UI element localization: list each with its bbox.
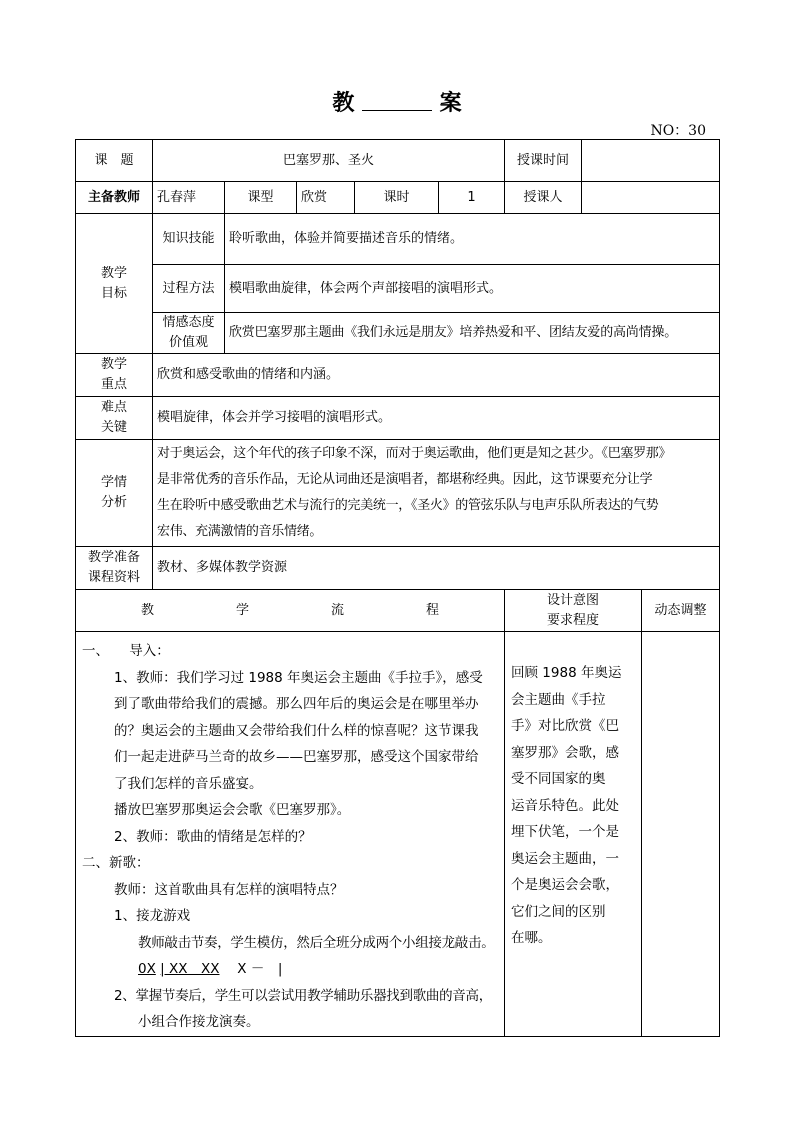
goals-label: 教学 目标 xyxy=(76,214,153,354)
difficulty-value: 模唱旋律，体会并学习接唱的演唱形式。 xyxy=(153,397,720,440)
goal-process-row xyxy=(76,265,720,313)
teacher-value: 孔春萍 xyxy=(153,182,225,214)
design-line: 手》对比欣赏《巴 xyxy=(511,718,620,734)
key-label: 教学 重点 xyxy=(76,354,153,397)
design-line: 回顾 1988 年奥运 xyxy=(511,665,622,681)
page-title xyxy=(0,86,794,117)
lesson-plan-table xyxy=(75,139,720,1037)
analysis-line: 是非常优秀的音乐作品，无论从词曲还是演唱者，都堪称经典。因此，这节课要充分让学 xyxy=(157,472,653,487)
emotion-label: 情感态度 价值观 xyxy=(153,313,225,354)
goal-knowledge-row xyxy=(76,214,720,265)
rhythm-part: X － | xyxy=(223,961,283,977)
rhythm-notation xyxy=(82,956,498,983)
flow-line: 2、教师：歌曲的情绪是怎样的？ xyxy=(114,828,312,845)
hours-label: 课时 xyxy=(355,182,439,214)
flow-line: 了我们怎样的音乐盛宴。 xyxy=(114,775,263,792)
title-char-right: 案 xyxy=(439,90,462,116)
time-value xyxy=(582,140,720,182)
dynamic-adjust-content xyxy=(642,632,720,1037)
title-underline xyxy=(362,109,432,111)
analysis-line: 生在聆听中感受歌曲艺术与流行的完美统一，《圣火》的管弦乐队与电声乐队所表达的气势 xyxy=(157,498,659,513)
difficulty-row xyxy=(76,397,720,440)
flow-content-row xyxy=(76,632,720,1037)
flow-line: 一、 导入： xyxy=(82,643,170,659)
course-label: 课 题 xyxy=(76,140,153,182)
design-line: 受不同国家的奥 xyxy=(511,771,606,787)
course-row xyxy=(76,140,720,182)
design-line: 运音乐特色。此处 xyxy=(511,797,620,814)
design-line: 它们之间的区别 xyxy=(511,903,606,920)
dynamic-adjust-header: 动态调整 xyxy=(642,590,720,632)
design-intent-content xyxy=(505,632,642,1037)
type-value: 欣赏 xyxy=(297,182,355,214)
time-label: 授课时间 xyxy=(505,140,582,182)
analysis-line: 对于奥运会，这个年代的孩子印象不深，而对于奥运歌曲，他们更是知之甚少。《巴塞罗那》 xyxy=(157,446,672,461)
flow-line: 的？奥运会的主题曲又会带给我们什么样的惊喜呢？这节课我 xyxy=(114,722,479,739)
design-line: 埋下伏笔，一个是 xyxy=(511,824,620,840)
flow-line: 教师敲击节奏，学生模仿，然后全班分成两个小组接龙敲击。 xyxy=(138,934,495,951)
process-label: 过程方法 xyxy=(153,265,225,313)
rhythm-part: | XX XX xyxy=(160,961,220,977)
teacher-row xyxy=(76,182,720,214)
flow-line: 2、掌握节奏后，学生可以尝试用教学辅助乐器找到歌曲的音高， xyxy=(114,987,492,1004)
analysis-value xyxy=(153,440,720,547)
flow-content xyxy=(76,632,505,1037)
course-value: 巴塞罗那、圣火 xyxy=(153,140,505,182)
design-intent-header: 设计意图 要求程度 xyxy=(505,590,642,632)
analysis-row xyxy=(76,440,720,547)
flow-line: 教师：这首歌曲具有怎样的演唱特点？ xyxy=(114,881,344,898)
design-line: 在哪。 xyxy=(511,930,552,946)
goal-emotion-row xyxy=(76,313,720,354)
prep-value: 教材、多媒体教学资源 xyxy=(153,547,720,590)
flow-line: 二、新歌： xyxy=(82,855,150,871)
knowledge-label: 知识技能 xyxy=(153,214,225,265)
prep-row xyxy=(76,547,720,590)
flow-header-title: 教 学 流 程 xyxy=(76,590,505,632)
flow-header-row xyxy=(76,590,720,632)
lecturer-label: 授课人 xyxy=(505,182,582,214)
flow-line: 小组合作接龙演奏。 xyxy=(138,1014,260,1030)
document-number: NO：30 xyxy=(650,123,706,139)
flow-line: 1、教师：我们学习过 1988 年奥运会主题曲《手拉手》，感受 xyxy=(114,669,483,686)
flow-line: 播放巴塞罗那奥运会会歌《巴塞罗那》。 xyxy=(114,802,351,818)
flow-line: 1、接龙游戏 xyxy=(114,908,191,924)
flow-line: 到了歌曲带给我们的震撼。那么四年后的奥运会是在哪里举办 xyxy=(114,696,479,712)
analysis-line: 宏伟、充满激情的音乐情绪。 xyxy=(157,524,323,539)
title-char-left: 教 xyxy=(332,90,355,116)
emotion-value: 欣赏巴塞罗那主题曲《我们永远是朋友》培养热爱和平、团结友爱的高尚情操。 xyxy=(225,313,720,354)
difficulty-label: 难点 关键 xyxy=(76,397,153,440)
flow-line: 们一起走进萨马兰奇的故乡——巴塞罗那，感受这个国家带给 xyxy=(114,749,479,765)
hours-value: 1 xyxy=(439,182,505,214)
teacher-label: 主备教师 xyxy=(76,182,153,214)
type-label: 课型 xyxy=(225,182,297,214)
lecturer-value xyxy=(582,182,720,214)
analysis-label: 学情 分析 xyxy=(76,440,153,547)
design-line: 塞罗那》会歌，感 xyxy=(511,744,620,761)
rhythm-part: 0X xyxy=(138,961,156,977)
design-line: 个是奥运会会歌， xyxy=(511,877,620,893)
knowledge-value: 聆听歌曲，体验并简要描述音乐的情绪。 xyxy=(225,214,720,265)
process-value: 模唱歌曲旋律，体会两个声部接唱的演唱形式。 xyxy=(225,265,720,313)
prep-label: 教学准备 课程资料 xyxy=(76,547,153,590)
design-line: 会主题曲《手拉 xyxy=(511,691,606,708)
design-line: 奥运会主题曲，一 xyxy=(511,850,620,867)
key-row xyxy=(76,354,720,397)
key-value: 欣赏和感受歌曲的情绪和内涵。 xyxy=(153,354,720,397)
